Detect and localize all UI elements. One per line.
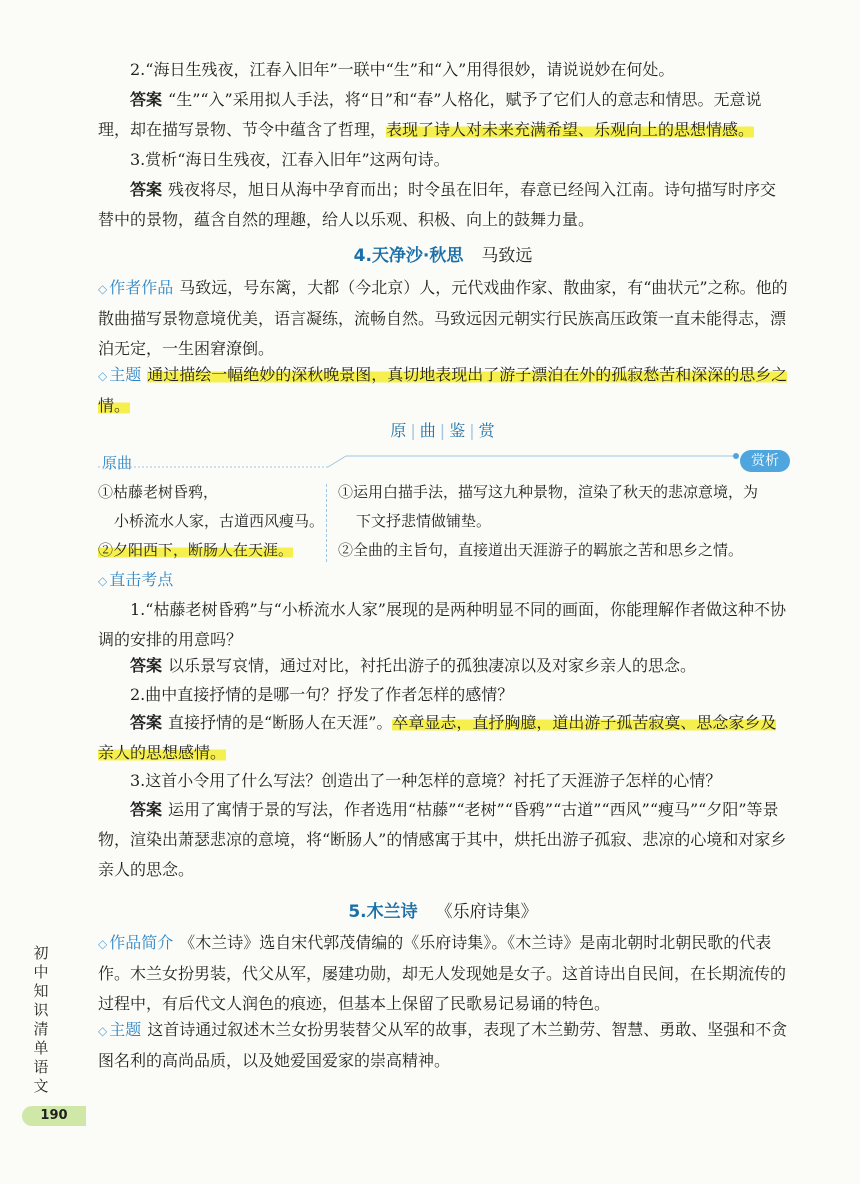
column-divider xyxy=(326,484,327,562)
answer-text: 残夜将尽，旭日从海中孕育而出；时令虽在旧年，春意已经闯入江南。诗句描写时序交替中的景物，蕴含自然的理趣，给人以乐观、积极、向上的鼓舞力量。 xyxy=(98,180,777,229)
exam-question-3: 3.这首小令用了什么写法？创造出了一种怎样的意境？衬托了天涯游子怎样的心情？ xyxy=(130,771,722,790)
original-line: 小桥流水人家，古道西风瘦马。 xyxy=(114,512,325,530)
answer-label: 答案 xyxy=(130,180,163,199)
original-line: ②夕阳西下，断肠人在天涯。 xyxy=(98,541,294,559)
page-number: 190 xyxy=(22,1106,86,1126)
answer-text: “生”“入”采用拟人手法，将“日”和“春”人格化，赋予了它们人的意志和情思。无意说理，却在描写景物、节令中蕴含了哲理， xyxy=(98,90,762,139)
appreciation-badge: 赏析 xyxy=(740,450,790,472)
exam-question-1: 1.“枯藤老树昏鸦”与“小桥流水人家”展现的是两种明显不同的画面，你能理解作者做这种不协调的安排的用意吗？ xyxy=(98,600,786,649)
diamond-icon: ◇ xyxy=(98,937,108,951)
appreciation-line: ①运用白描手法，描写这九种景物，渲染了秋天的悲凉意境，为 xyxy=(338,483,759,501)
intro-paragraph xyxy=(98,928,788,1019)
answer-3 xyxy=(98,175,788,235)
theme-text: 这首诗通过叙述木兰女扮男装替父从军的故事，表现了木兰勤劳、智慧、勇敢、坚强和不贪图名利的高尚品质，以及她爱国爱家的崇高精神。 xyxy=(98,1020,788,1070)
diamond-icon: ◇ xyxy=(98,369,108,383)
appreciation-line: ②全曲的主旨句，直接道出天涯游子的羁旅之苦和思乡之情。 xyxy=(338,541,744,559)
exam-question-2: 2.曲中直接抒情的是哪一句？抒发了作者怎样的感情？ xyxy=(130,685,514,704)
section-title-4 xyxy=(98,242,788,270)
section-author: 《乐府诗集》 xyxy=(435,902,538,922)
answer-text: 以乐景写哀情，通过对比，衬托出游子的孤独凄凉以及对家乡亲人的思念。 xyxy=(168,656,697,675)
answer-highlight: 卒章显志，直抒胸臆，道出游子孤苦寂寞、思念家乡及亲人的思想感情。 xyxy=(98,713,777,762)
exam-points-heading xyxy=(98,565,788,596)
exam-answer-3 xyxy=(98,795,788,885)
intro-text: 《木兰诗》选自宋代郭茂倩编的《乐府诗集》。《木兰诗》是南北朝时北朝民歌的代表作。木兰女扮男装，代父从军，屡建功勋，却无人发现她是女子。这首诗出自民间，在长期流传的过程中，有后代文人润色的痕迹，但基本上保留了民歌易记易诵的特色。 xyxy=(98,933,787,1013)
diamond-icon: ◇ xyxy=(98,1024,108,1038)
answer-label: 答案 xyxy=(130,713,163,732)
answer-label: 答案 xyxy=(130,656,163,675)
section-number: 4. xyxy=(353,246,372,266)
exam-answer-2 xyxy=(98,708,788,768)
appreciation-column xyxy=(338,478,788,565)
section-name: 天净沙·秋思 xyxy=(371,246,464,266)
author-works-paragraph xyxy=(98,273,788,364)
appreciation-line: 下文抒悲情做铺垫。 xyxy=(356,512,492,530)
theme-paragraph-4 xyxy=(98,360,788,421)
original-label: 原曲 xyxy=(102,454,133,472)
theme-highlight: 通过描绘一幅绝妙的深秋晚景图，真切地表现出了游子漂泊在外的孤寂愁苦和深深的思乡之情。 xyxy=(98,365,788,415)
appreciation-title: 原 | 曲 | 鉴 | 赏 xyxy=(390,421,496,440)
exam-points-tag: ◇ 直击考点 xyxy=(98,570,174,589)
answer-label: 答案 xyxy=(130,800,163,819)
author-works-text: 马致远，号东篱，大都（今北京）人，元代戏曲作家、散曲家，有“曲状元”之称。他的散曲描写景物意境优美，语言凝练，流畅自然。马致远因元朝实行民族高压政策一直未能得志，漂泊无定，一生困窘潦倒。 xyxy=(98,278,788,358)
section-name: 木兰诗 xyxy=(366,902,418,922)
author-works-tag: ◇ 作者作品 xyxy=(98,278,174,297)
theme-tag: ◇ 主题 xyxy=(98,1020,142,1039)
exam-answer-1 xyxy=(98,651,788,681)
answer-label: 答案 xyxy=(130,90,163,109)
original-line: ①枯藤老树昏鸦， xyxy=(98,483,219,501)
answer-text: 直接抒情的是“断肠人在天涯”。 xyxy=(168,713,393,732)
section-number: 5. xyxy=(348,902,367,922)
section-author: 马致远 xyxy=(481,246,533,266)
section-title-5 xyxy=(98,898,788,926)
diamond-icon: ◇ xyxy=(98,574,108,588)
book-title-vertical: 初中知识清单 语文 xyxy=(33,944,49,1095)
answer-2 xyxy=(98,85,788,145)
intro-tag: ◇ 作品简介 xyxy=(98,933,174,952)
appreciation-divider xyxy=(98,448,798,472)
theme-tag: ◇ 主题 xyxy=(98,365,142,384)
question-3: 3.赏析“海日生残夜，江春入旧年”这两句诗。 xyxy=(130,150,450,169)
diamond-icon: ◇ xyxy=(98,282,108,296)
question-2: 2.“海日生残夜，江春入旧年”一联中“生”和“入”用得很妙，请说说妙在何处。 xyxy=(130,60,675,79)
answer-highlight: 表现了诗人对未来充满希望、乐观向上的思想情感。 xyxy=(386,120,755,139)
theme-paragraph-5 xyxy=(98,1015,788,1076)
answer-text: 运用了寓情于景的写法，作者选用“枯藤”“老树”“昏鸦”“古道”“西风”“瘦马”“夕阳”等景物，渲染出萧瑟悲凉的意境，将“断肠人”的情感寓于其中，烘托出游子孤寂、悲凉的心境和对家乡亲人的思念。 xyxy=(98,800,787,879)
original-text-column xyxy=(98,478,325,565)
